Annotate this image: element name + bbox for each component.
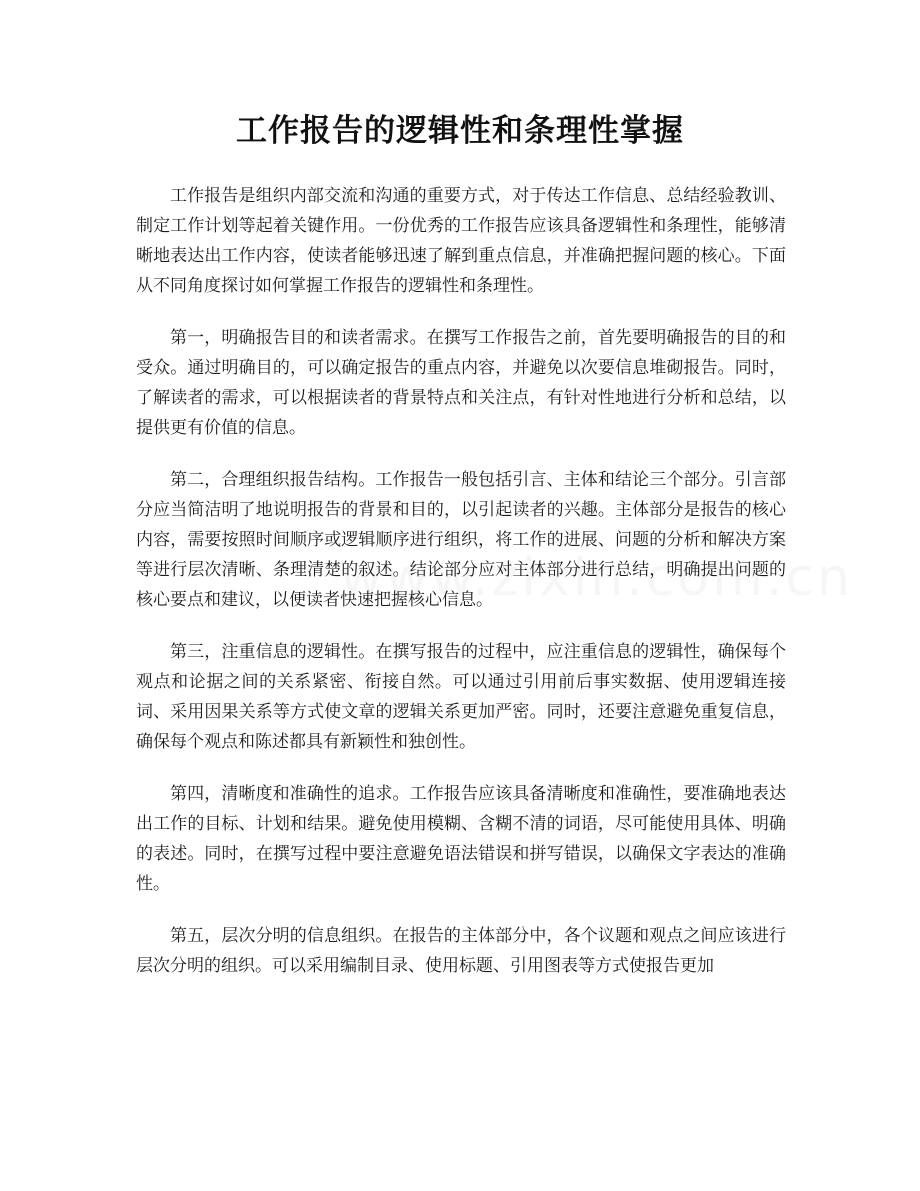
paragraph-second: 第二，合理组织报告结构。工作报告一般包括引言、主体和结论三个部分。引言部分应当简洁明了地说明报告的背景和目的，以引起读者的兴趣。主体部分是报告的核心内容，需要按照时间顺序或逻辑顺序进行组织，将工作的进展、问题的分析和解决方案等进行层次清晰、条理清楚的叙述。结论部分应对主体部分进行总结，明确提出问题的核心要点和建议，以便读者快速把握核心信息。	[136, 470, 786, 610]
paragraph-intro: 工作报告是组织内部交流和沟通的重要方式，对于传达工作信息、总结经验教训、制定工作计划等起着关键作用。一份优秀的工作报告应该具备逻辑性和条理性，能够清晰地表达出工作内容，使读者能够迅速了解到重点信息，并准确把握问题的核心。下面从不同角度探讨如何掌握工作报告的逻辑性和条理性。	[136, 186, 786, 296]
paragraph-fifth: 第五，层次分明的信息组织。在报告的主体部分中，各个议题和观点之间应该进行层次分明的组织。可以采用编制目录、使用标题、引用图表等方式使报告更加	[136, 926, 786, 976]
paragraph-fourth: 第四，清晰度和准确性的追求。工作报告应该具备清晰度和准确性，要准确地表达出工作的目标、计划和结果。避免使用模糊、含糊不清的词语，尽可能使用具体、明确的表述。同时，在撰写过程中要注意避免语法错误和拼写错误，以确保文字表达的准确性。	[136, 784, 786, 894]
document-title: 工作报告的逻辑性和条理性掌握	[236, 113, 684, 149]
paragraph-first: 第一，明确报告目的和读者需求。在撰写工作报告之前，首先要明确报告的目的和受众。通过明确目的，可以确定报告的重点内容，并避免以次要信息堆砌报告。同时，了解读者的需求，可以根据读者的背景特点和关注点，有针对性地进行分析和总结，以提供更有价值的信息。	[136, 328, 786, 438]
document-body	[136, 181, 786, 1003]
paragraph-third: 第三，注重信息的逻辑性。在撰写报告的过程中，应注重信息的逻辑性，确保每个观点和论据之间的关系紧密、衔接自然。可以通过引用前后事实数据、使用逻辑连接词、采用因果关系等方式使文章的逻辑关系更加严密。同时，还要注意避免重复信息，确保每个观点和陈述都具有新颖性和独创性。	[136, 642, 786, 752]
